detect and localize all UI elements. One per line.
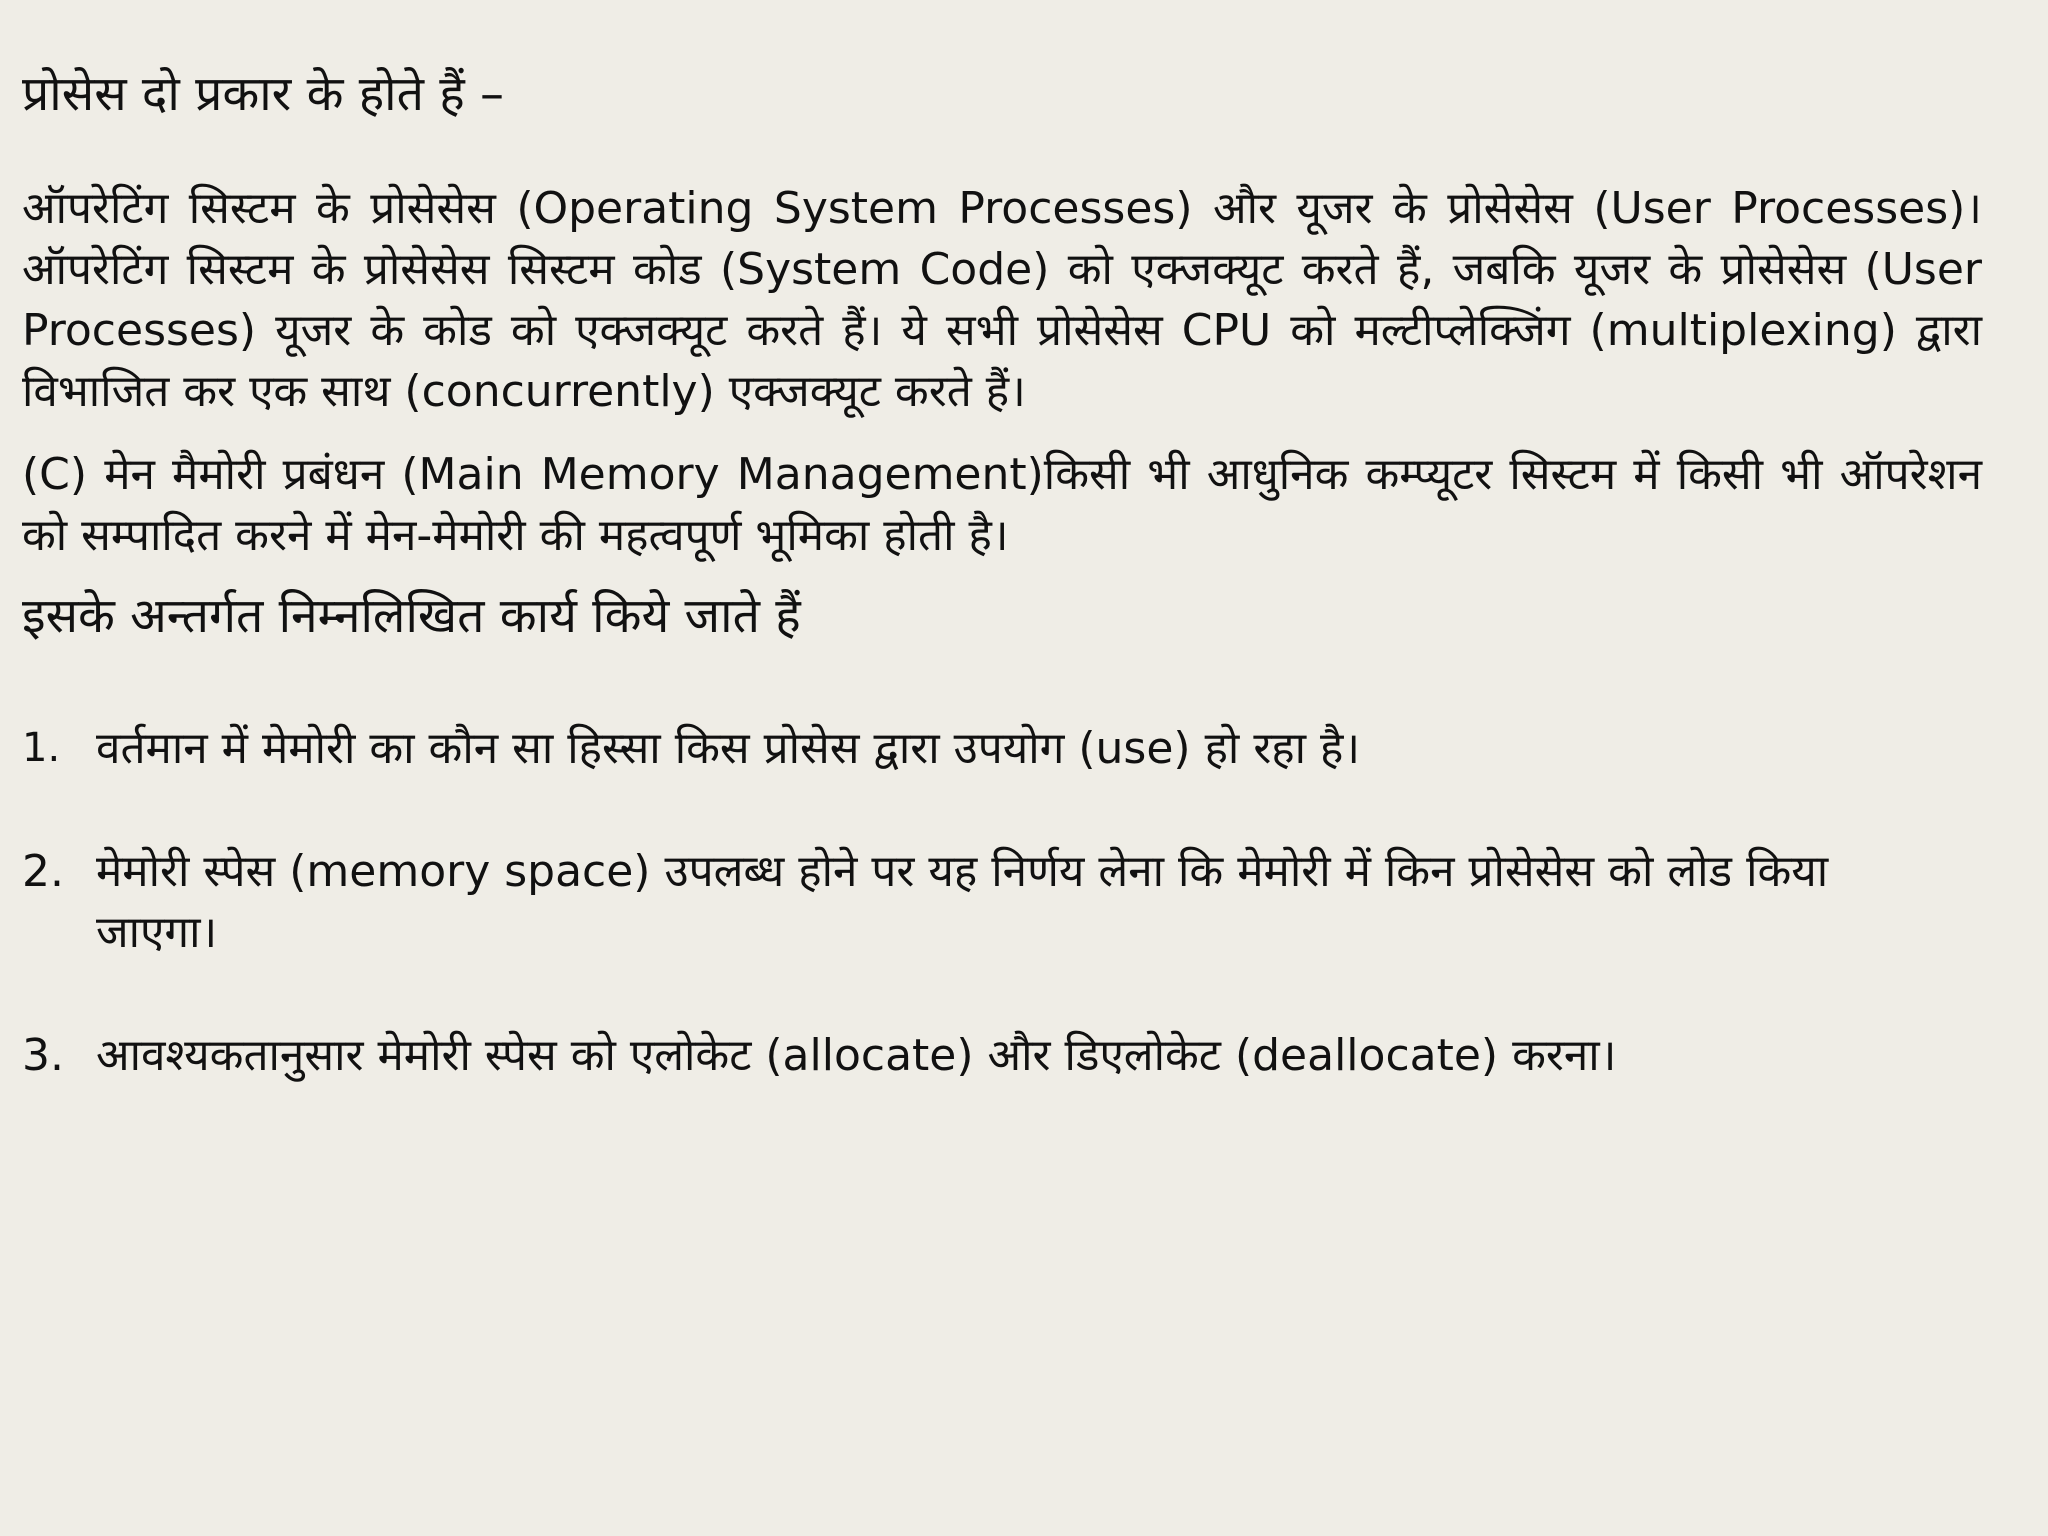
list-item-text: आवश्यकतानुसार मेमोरी स्पेस को एलोकेट (allocate) और डिएलोकेट (deallocate) करना। <box>96 1030 1617 1081</box>
list-item-number: 3. <box>22 1030 64 1081</box>
list-item-number: 2. <box>22 846 64 897</box>
memory-management-paragraph: (C) मेन मैमोरी प्रबंधन (Main Memory Management)किसी भी आधुनिक कम्प्यूटर सिस्टम में किसी भी ऑपरेशन को सम्पादित करने में मेन-मेमोरी की महत्वपूर्ण भूमिका होती है। <box>22 449 1982 561</box>
tasks-subheading: इसके अन्तर्गत निम्नलिखित कार्य किये जाते हैं <box>22 588 801 644</box>
processes-paragraph: ऑपरेटिंग सिस्टम के प्रोसेसेस (Operating System Processes) और यूजर के प्रोसेसेस (User Processes)। ऑपरेटिंग सिस्टम के प्रोसेसेस सिस्टम कोड (System Code) को एक्जक्यूट करते हैं, जबकि यूजर के प्रोसेसेस (User Processes) यूजर के कोड को एक्जक्यूट करते हैं। ये सभी प्रोसेसेस CPU को मल्टीप्लेक्जिंग (multiplexing) द्वारा विभाजित कर एक साथ (concurrently) एक्जक्यूट करते हैं। <box>22 183 1982 417</box>
list-item-number: 1. <box>22 725 61 771</box>
task-list <box>22 718 2012 1086</box>
slide-content <box>22 58 2012 1148</box>
list-item-text: वर्तमान में मेमोरी का कौन सा हिस्सा किस प्रोसेस द्वारा उपयोग (use) हो रहा है। <box>96 723 1361 774</box>
list-item <box>22 841 2012 963</box>
list-item <box>22 1025 2012 1086</box>
list-item-text: मेमोरी स्पेस (memory space) उपलब्ध होने पर यह निर्णय लेना कि मेमोरी में किन प्रोसेसेस को लोड किया जाएगा। <box>96 846 1829 958</box>
intro-heading: प्रोसेस दो प्रकार के होते हैं – <box>22 66 504 122</box>
list-item <box>22 718 2012 779</box>
